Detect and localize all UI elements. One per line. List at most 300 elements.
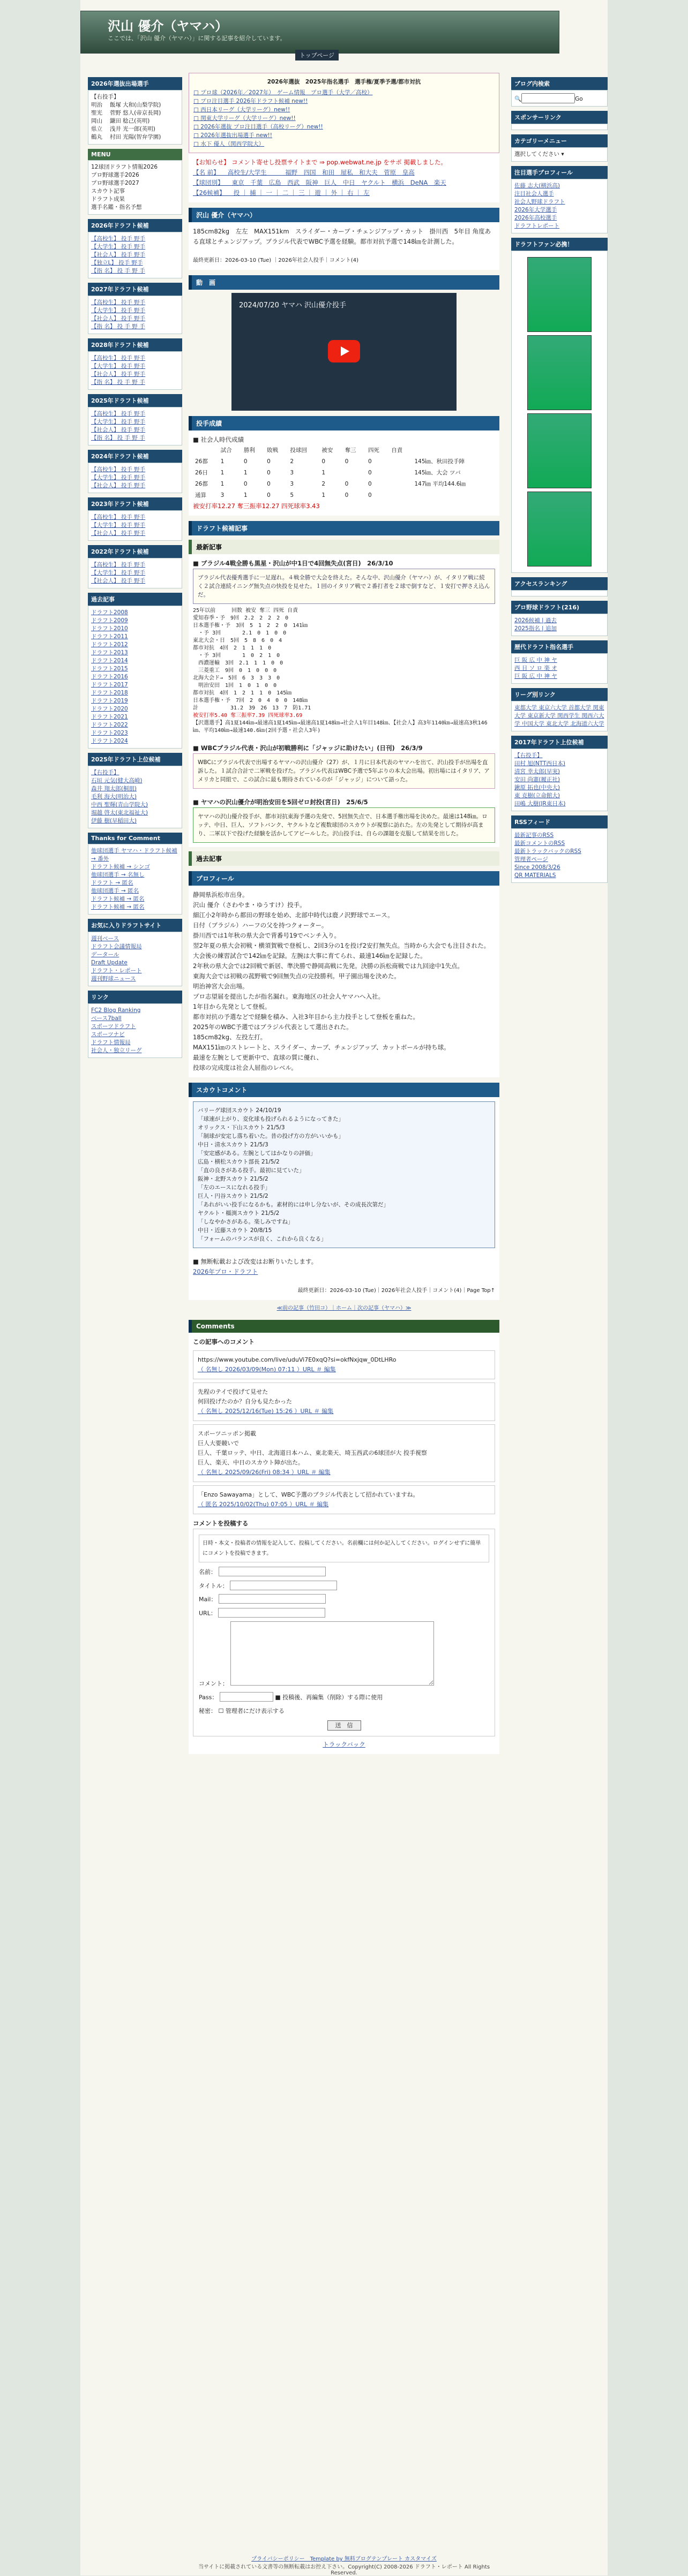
notice-item[interactable]: □ 2026年選抜 プロ注目選手（高校リーグ）new!! — [193, 124, 323, 130]
right-box-title: 2017年ドラフト上位候補 — [511, 736, 608, 749]
left-box-item[interactable]: ドラフト2015 — [91, 666, 128, 672]
nav-box — [189, 153, 499, 202]
left-box-item[interactable]: 12球団ドラフト情報2026 — [91, 164, 158, 170]
news2-box: WBCにブラジル代表で出場するヤマハの沢山優介（27）が、１月に日本代表のヤマハを出て、沢山投手が出場を直訴した。１試合合計で二軍戦を投げた。ブラジル代表はWBC予選で5年ぶりの本大会出場。初出場にはイタリア、アメリカと同組で、この試合に最も期待されているのが「ジャッジ」について語った。 — [193, 753, 495, 789]
left-box-item[interactable]: スポーツナビ — [91, 1031, 125, 1038]
left-box-item[interactable]: ドラフト会議情報局 — [91, 943, 142, 950]
left-box-item[interactable]: 聖光 菅野 悠人(帝京長岡) — [91, 110, 161, 116]
profile-line: 翌2年夏の県大会初戦・横須賀戦で登板し、2回3分の1を投げ2安打無失点。当時から大会でも注目された。 — [193, 942, 490, 949]
mail-input[interactable] — [219, 1594, 326, 1604]
profile-line: 1年目から先発として登板。 — [193, 1003, 271, 1010]
scout-line: 広島・横松スカウト部長 21/5/2 — [198, 1159, 280, 1165]
pass-note: ■ 投稿後、再編集（削除）する際に使用 — [275, 1694, 383, 1701]
left-box-item[interactable]: 【指 名】 投 手 野 手 — [91, 323, 145, 330]
left-box-item[interactable]: 伊藤 樹(早稲田大) — [91, 818, 137, 824]
left-box-item[interactable]: ドラフト2017 — [91, 682, 128, 688]
left-box-item[interactable]: スカウト記事 — [91, 188, 125, 194]
left-box — [88, 558, 182, 588]
record-cell: 1 — [243, 470, 248, 476]
right-box-item[interactable]: 東都大学 東京六大学 首都大学 関東大学 東京新大学 関西学生 関西六大学 中国大学 東北大学 北海道六大学 — [514, 705, 604, 727]
record-note: 被安打率12.27 奪三振率12.27 四死球率3.43 — [193, 502, 320, 510]
notice-item[interactable]: □ プロ球（2026年／2027年） ゲーム情報 プロ選手（大学／高校） — [193, 89, 373, 96]
record-header: 試合 — [220, 447, 232, 454]
left-box-item[interactable]: ドラフト候補 → 匿名 — [91, 904, 145, 910]
category-select[interactable]: 選択してください ▾ — [511, 147, 608, 162]
right-box-title: RSSフィード — [511, 815, 608, 828]
left-box — [88, 766, 182, 828]
left-box-item[interactable]: 【社会人】 投手 野手 — [91, 315, 146, 322]
comment-meta[interactable]: （ 匿名 2025/10/02(Thu) 07:05 ）URL ＃ 編集 — [198, 1501, 329, 1508]
profile-link[interactable]: 佐藤 志大(横浜高) — [514, 183, 560, 189]
ranking-title: アクセスランキング — [511, 577, 608, 590]
article-title: 沢山 優介（ヤマハ） — [189, 208, 499, 222]
left-box-item[interactable]: ドラフト候補 → シンゴ — [91, 864, 150, 870]
left-box-item[interactable]: ドラフト・レポート — [91, 968, 142, 974]
left-box-title: 2026年ドラフト候補 — [88, 219, 182, 232]
profile-link[interactable]: ドラフトレポート — [514, 223, 559, 229]
scout-line: 「左のエースになれる投手」 — [198, 1184, 271, 1191]
site-header — [80, 11, 559, 59]
url-input[interactable] — [218, 1608, 325, 1618]
left-box-item[interactable]: ドラフト2014 — [91, 658, 128, 664]
right-box-item[interactable]: 東 克樹(立命館大) — [514, 792, 560, 799]
scout-line: 「球速が上がり、変化球も投げられるようになってきた」 — [198, 1116, 344, 1122]
section-record: 投手成績 — [189, 416, 499, 430]
secret-checkbox[interactable]: ☐ — [218, 1707, 224, 1714]
comments-heading: Comments — [189, 1320, 499, 1333]
left-sidebar — [88, 73, 182, 1058]
left-box-item[interactable]: 【右投手】 — [91, 769, 119, 776]
book-image[interactable] — [527, 257, 592, 332]
label-pass: Pass： — [199, 1694, 218, 1701]
record-cell: 0 — [267, 492, 271, 498]
left-box-item[interactable]: 他球団選手 → 匿名 — [91, 888, 139, 894]
record-row — [193, 479, 495, 490]
site-footer — [189, 2554, 499, 2576]
record-cell: 1 — [220, 481, 225, 487]
profile-link[interactable]: 2026年大学選手 — [514, 207, 557, 213]
left-box-item[interactable]: 【社会人】 投手 野手 — [91, 427, 146, 433]
left-box-item[interactable]: 岡山 鎌田 稔己(英明) — [91, 118, 150, 124]
news3-title: ■ ヤマハの沢山優介が明治安田を5回ゼロ封投(宮日) 25/6/5 — [193, 798, 368, 806]
record-cell: 0 — [345, 458, 349, 465]
left-box-item[interactable]: ドラフト → 匿名 — [91, 880, 133, 886]
left-box-item[interactable]: ドラフト情報局 — [91, 1039, 131, 1046]
news3 — [189, 793, 499, 847]
left-box-item[interactable]: ドラフト2023 — [91, 730, 128, 736]
intro: 185cm82kg 左左 MAX151km スライダー・カーブ・チェンジアップ・カット 掛川西 5年目 角度ある直球とチェンジアップ。ブラジル代表でWBC予選を経験。都市対抗予選で148㎞を計測した。 — [189, 222, 499, 251]
left-box-item[interactable]: 【社会人】 投手 野手 — [91, 371, 146, 377]
left-box-title: 2026年選抜出場選手 — [88, 77, 182, 90]
stats-row: 西濃運輸 3回 2.1 1 1 0 0 — [193, 660, 283, 666]
record-cell: 147㎞ 平均144.6㎞ — [414, 481, 466, 487]
left-box-item[interactable]: 堀越 啓太(東北福祉大) — [91, 810, 148, 816]
profile-line: 都市対抗の予選などで経験を積み、入社3年目から主力投手として登板を重ねた。 — [193, 1013, 420, 1021]
profile-link[interactable]: 社会人野球ドラフト — [514, 199, 565, 205]
profile-line: 沢山 優介（さわやま・ゆうすけ）投手。 — [193, 901, 306, 909]
left-box — [88, 606, 182, 749]
right-box-title: 歴代ドラフト指名選手 — [511, 640, 608, 653]
left-box-item[interactable]: ドラフト2013 — [91, 649, 128, 656]
left-box-item[interactable]: 選手名鑑・指名予想 — [91, 204, 142, 210]
left-box-item[interactable]: ドラフト2021 — [91, 714, 128, 720]
stats-row: 日本選手権・予 3回 5 1 2 2 0 141㎞ — [193, 623, 308, 629]
left-box-item[interactable]: 【高校生】 投手 野手 — [91, 562, 146, 568]
record-cell: 26都 — [195, 481, 208, 487]
right-box-item[interactable]: 安田 尚憲(履正社) — [514, 776, 560, 783]
left-box-item[interactable]: 【指 名】 投 手 野 手 — [91, 435, 145, 441]
comment-text: https://www.youtube.com/live/uduVi7E0xqQ?si=okfNxjqw_0DtLHRo — [198, 1356, 397, 1363]
left-box-item[interactable]: 【高校生】 投手 野手 — [91, 299, 146, 306]
promo-text[interactable]: 【お知らせ】 コメント寄せし投票サイトまで ⇒ pop.webwat.ne.jp をサポ 掲載しました。 — [193, 158, 447, 166]
right-box-item[interactable]: 管理者ページ — [514, 856, 548, 863]
right-box-item[interactable]: 最新記事のRSS — [514, 832, 554, 838]
profile-link[interactable]: 注目社会人選手 — [514, 191, 554, 197]
scout-line: オリックス・下山スカウト 21/5/3 — [198, 1124, 285, 1131]
section-news: ドラフト候補記事 — [189, 521, 499, 535]
left-box-item[interactable]: 他球団選手 → 名無し — [91, 872, 145, 878]
notice-item[interactable]: □ プロ注目選手 2026年ドラフト候補 new!! — [193, 98, 308, 104]
left-box-item[interactable]: ドラフト候補 → 匿名 — [91, 896, 145, 902]
updated-meta: 最終更新日：2026-03-10 (Tue) ｜2026年社会人投手｜コメント(4) — [189, 251, 499, 270]
record-header: 投球回 — [290, 447, 307, 454]
play-icon[interactable] — [328, 340, 360, 362]
left-box-item[interactable]: 【大学生】 投手 野手 — [91, 522, 146, 528]
profile-line: 東海大会では初戦の菰野戦で9回無失点の完投勝利。甲子園出場を決めた。 — [193, 972, 400, 980]
video-title: 2024/07/20 ヤマハ 沢山優介投手 — [239, 301, 347, 309]
news2-title: ■ WBCブラジル代表・沢山が初戦勝利に「ジャッジに助けたい」(日刊) 26/3/9 — [193, 744, 423, 752]
left-box-title: 2025年ドラフト候補 — [88, 394, 182, 407]
record-cell — [413, 490, 496, 501]
left-box-title: 2024年ドラフト候補 — [88, 450, 182, 463]
record-row — [193, 467, 495, 479]
left-box-item[interactable]: 中西 聖輝(青山学院大) — [91, 802, 148, 808]
left-box-item[interactable]: ドラフト2011 — [91, 633, 128, 640]
stats-row: 東北大会・日 5回 5 8 6 0 4 — [193, 638, 282, 644]
record-cell: 3 — [220, 492, 225, 498]
left-box-item[interactable]: 毛利 海大(明治大) — [91, 794, 137, 800]
record-cell: 145㎞、秋田投手陣 — [414, 458, 465, 465]
left-box-item[interactable]: ドラフト2010 — [91, 625, 128, 632]
label-url: URL： — [199, 1610, 216, 1616]
profile-link[interactable]: 2026年高校選手 — [514, 215, 557, 221]
stats-table — [193, 607, 495, 735]
profile-line: 静岡県浜松市出身。 — [193, 891, 249, 898]
right-box — [511, 614, 608, 636]
left-box-item[interactable]: スポーツドラフト — [91, 1023, 136, 1030]
left-box-item[interactable]: ドラフト2019 — [91, 698, 128, 704]
record-cell: 0 — [243, 458, 248, 465]
record-header — [413, 445, 496, 456]
notice-item[interactable]: □ 2026年選抜出場選手 new!! — [193, 132, 272, 139]
video-player[interactable] — [231, 293, 457, 411]
ranking-box — [511, 590, 608, 596]
left-box — [88, 232, 182, 278]
left-box — [88, 1003, 182, 1058]
comment-meta[interactable]: （ 名無し 2025/09/26(Fri) 08:34 ）URL ＃ 編集 — [198, 1469, 331, 1476]
scout-line: 中日・清水スカウト 21/5/3 — [198, 1142, 268, 1148]
related-link[interactable]: 2026年プロ・ドラフト — [193, 1268, 258, 1275]
profile-line: MAX151㎞のストレートと、スライダー、カーブ、チェンジアップ、カットボールが持ち球。 — [193, 1044, 450, 1051]
right-box-item[interactable]: 巨 阪 広 中 神 ヤ — [514, 657, 557, 663]
right-box-item[interactable]: 最新トラックバックのRSS — [514, 848, 581, 855]
form-note: 日時・本文・投稿者の情報を記入して、投稿してください。名前欄には何か記入してください。ログインせずに簡単にコメントを投稿できます。 — [199, 1535, 489, 1562]
profile-line: 大会後の練習試合で142㎞を記録。左腕は大事に育てられ、最速146㎞を記録した。 — [193, 952, 427, 960]
submit-button[interactable]: 送 信 — [327, 1720, 361, 1731]
record-cell: 0 — [267, 481, 271, 487]
left-box-item[interactable]: 【大学生】 投手 野手 — [91, 244, 146, 250]
comment-text: 巨人、楽天、中日のスカウト陣が出た。 — [198, 1459, 304, 1466]
record-cell: 0 — [345, 481, 349, 487]
left-box-title: 2027年ドラフト候補 — [88, 283, 182, 296]
left-box — [88, 160, 182, 215]
search-title: ブログ内検索 — [511, 77, 608, 90]
left-box-item[interactable]: 社会人・独立リーグ — [91, 1047, 142, 1054]
record-cell: 3 — [290, 470, 294, 476]
profile-title: 注目選手プロフィール — [511, 166, 608, 179]
right-box-item[interactable]: 鍬原 拓也(中央大) — [514, 784, 560, 791]
record-cell — [389, 479, 412, 490]
left-box-item[interactable]: ドラフト成果 — [91, 196, 125, 202]
notice-item[interactable]: □ 西日本リーグ（大学リーグ）new!! — [193, 107, 290, 113]
left-box-item[interactable]: 明治 飯塚 大和(山梨学院) — [91, 102, 161, 108]
title-input[interactable] — [230, 1581, 337, 1590]
left-box — [88, 510, 182, 541]
left-box-item[interactable]: 【指 名】 投 手 野 手 — [91, 268, 145, 274]
notice-item[interactable]: □ 水下 優人（関西学院大） — [193, 141, 265, 147]
stats-row: 計 31.2 39 26 13 7 防1.71 — [193, 705, 311, 711]
left-box-item[interactable]: 【右投手】 — [91, 94, 119, 100]
left-box-item[interactable]: 週刊野球ニュース — [91, 976, 136, 982]
record-cell: 2 — [321, 481, 326, 487]
left-box-title: 過去記事 — [88, 593, 182, 606]
right-sidebar — [511, 73, 608, 883]
top-page-link[interactable]: トップページ — [295, 50, 339, 61]
book-title: ドラフトファン必携！ — [511, 238, 608, 251]
record-box — [189, 430, 499, 516]
left-box-item[interactable]: 【大学生】 投手 野手 — [91, 570, 146, 576]
pass-input[interactable] — [220, 1692, 273, 1702]
left-box-item[interactable]: 【社会人】 投手 野手 — [91, 530, 146, 537]
record-cell: 0 — [368, 458, 372, 465]
left-box-item[interactable]: プロ野球選手2027 — [91, 180, 139, 186]
left-box-item[interactable]: 鶴丸 村田 光陽(智弁学園) — [91, 134, 161, 140]
stats-footer: 【沢選選手】高1夏144㎞→最速高1夏145㎞→最速高1夏148㎞→社会人1年目148㎞、【社会人】高3年1140㎞→最速高3秋146㎞、平均140㎞→最速140.6㎞(2回予選・社会人3年) — [193, 720, 488, 734]
left-box-title: Thanks for Comment — [88, 833, 182, 844]
search-input[interactable] — [521, 93, 575, 103]
record-cell — [389, 490, 412, 501]
left-box-title: リンク — [88, 991, 182, 1003]
search-box — [511, 90, 608, 107]
trackback-link[interactable]: トラックバック — [323, 1740, 365, 1748]
left-box-item[interactable]: プロ野球選手2026 — [91, 172, 139, 178]
right-box-item[interactable]: 清宮 幸太郎(早実) — [514, 768, 560, 775]
left-box-item[interactable]: ドラフト2009 — [91, 617, 128, 624]
record-cell: 0 — [267, 458, 271, 465]
record-header: 四死 — [368, 447, 379, 454]
left-box-item[interactable]: 【高校生】 投手 野手 — [91, 411, 146, 417]
comment-meta[interactable]: （ 名無し 2025/12/16(Tue) 15:26 ）URL ＃ 編集 — [198, 1408, 334, 1415]
left-box-item[interactable]: ドラフト2020 — [91, 706, 128, 712]
news1-box: ブラジル代表優秀選手に一足遅れ。４戦全勝で大会を終えた。そんな中、沢山優介（ヤマハ）が、イタリア戦に続く２試合連続イニング無失点の快投を見せた。１回のイタリア戦で２番打者を２球で倒すなど、１安打で押さえ込んだ。 — [193, 569, 495, 604]
record-subtitle: ■ 社会人時代成績 — [193, 436, 244, 443]
right-box-item[interactable]: 田嶋 大樹(JR東日本) — [514, 800, 566, 807]
left-box-item[interactable]: 【大学生】 投手 野手 — [91, 474, 146, 481]
scout-line: バリーグ球団スカウト 24/10/19 — [198, 1107, 281, 1114]
left-box-item[interactable]: ベース7ball — [91, 1015, 122, 1022]
related-note: ■ 無断転載および改変はお断りいたします。 — [193, 1258, 318, 1265]
profile-line: 2年秋の県大会では2回戦で新居、準決勝で静岡高戦に先発。決勝の浜松商戦では九回途中1失点。 — [193, 962, 463, 970]
record-cell: 0 — [321, 458, 326, 465]
left-box-item[interactable]: 石垣 元気(健大高崎) — [91, 777, 143, 784]
comment-text: 巨人、千葉ロッテ、中日、北海道日本ハム、東北楽天、埼玉西武の6球団が大 投手視察 — [198, 1449, 427, 1456]
stats-row: 三菱重工 9回 0 1 0 0 0 — [193, 668, 277, 674]
scout-box — [193, 1101, 495, 1248]
comments-subhead: この記事へのコメント — [193, 1338, 255, 1346]
footer-meta: 最終更新日：2026-03-10 (Tue)｜2026年社会人投手｜コメント(4)｜Page Top↑ — [189, 1281, 499, 1300]
left-box-item[interactable]: ドラフト2008 — [91, 609, 128, 616]
record-cell: 5 — [290, 492, 294, 498]
left-box-item[interactable]: 【大学生】 投手 野手 — [91, 363, 146, 369]
category-title: カテゴリーメニュー — [511, 134, 608, 147]
name-input[interactable] — [219, 1567, 326, 1576]
right-box-item[interactable]: 【右投手】 — [514, 752, 543, 759]
left-box-item[interactable]: 【指 名】 投 手 野 手 — [91, 379, 145, 386]
left-box — [88, 351, 182, 390]
stats-row: 都市対抗 4回 1 2 1 1 0 145㎞ — [193, 690, 292, 696]
left-box-item[interactable]: 【高校生】 投手 野手 — [91, 466, 146, 473]
nav-names[interactable]: 【名 前】 高校生/大学生 福野 四国 和田 屋私 和大夫 菅原 皇高 — [193, 169, 415, 176]
stats-row: ・予 3回 1 0 2 1 0 — [193, 653, 280, 659]
form-heading: コメントを投稿する — [193, 1520, 249, 1527]
section-past: 過去記事 — [189, 851, 499, 866]
record-cell: 0 — [368, 492, 372, 498]
scout-line: ヤクルト・橿渕スカウト 21/5/2 — [198, 1210, 280, 1217]
left-box-item[interactable]: 【高校生】 投手 野手 — [91, 236, 146, 242]
right-box-item[interactable]: QR MATERIALS — [514, 872, 556, 879]
pager[interactable]: ≪前の記事（竹田コ）｜ホーム｜次の記事（ヤマハ）≫ — [276, 1305, 412, 1311]
copyright: 当サイトに掲載されている文書等の無断転載はお控え下さい。Copyright(C) 2008-2026 ドラフト・レポート All Rights Reserved. — [198, 2564, 490, 2576]
comment-text: 先程のテイで投げて見せた — [198, 1388, 268, 1395]
profile-line: 185cm82kg、左投左打。 — [193, 1033, 267, 1041]
profile-line: 投球の完成度は社会人屈指のレベル。 — [193, 1064, 297, 1071]
notice-title[interactable]: 2026年選抜 2025年指名選手 選手権/夏季予選/都市対抗 — [267, 79, 421, 85]
footer-links[interactable]: プライバシーポリシー Template by 無料ブログテンプレート カスタマイズ — [251, 2556, 437, 2562]
left-box-item[interactable]: ドラフト2012 — [91, 641, 128, 648]
section-latest: 最新記事 — [189, 540, 499, 554]
nav-teams[interactable]: 【球団別】 東京 千葉 広島 西武 阪神 巨人 中日 ヤクルト 横浜 DeNA 楽天 — [193, 179, 446, 186]
left-box-item[interactable]: 【社会人】 投手 野手 — [91, 578, 146, 584]
right-box-item[interactable]: 巨 阪 広 中 神 ヤ — [514, 673, 557, 679]
comments-section — [189, 1333, 499, 1754]
sponsor-title: スポンサーリンク — [511, 111, 608, 124]
left-box-item[interactable]: 週刊ベース — [91, 935, 119, 942]
right-box-item[interactable]: 2026候補 | 過去 — [514, 617, 557, 624]
book-image[interactable] — [527, 335, 592, 410]
left-box — [88, 296, 182, 334]
section-scout: スカウトコメント — [189, 1083, 499, 1097]
left-box-item[interactable]: 【社会人】 投手 野手 — [91, 252, 146, 258]
left-box-item[interactable]: ドラフト2024 — [91, 738, 128, 744]
search-button[interactable]: Go — [575, 96, 583, 102]
left-box-item[interactable]: ドラフト2022 — [91, 722, 128, 728]
record-cell: 0 — [267, 470, 271, 476]
right-box-item[interactable]: 西 日 ソ ロ 楽 オ — [514, 665, 557, 671]
record-table — [193, 445, 495, 501]
comment — [193, 1424, 495, 1482]
record-header: 敗戦 — [267, 447, 279, 454]
search-icon: 🔍 — [514, 96, 522, 102]
book-image[interactable] — [527, 413, 592, 488]
right-box-item[interactable]: 2025指名 | 追加 — [514, 625, 557, 632]
right-box-title: リーグ別リンク — [511, 688, 608, 701]
notice-item[interactable]: □ 関東大学リーグ（大学リーグ）new!! — [193, 115, 296, 122]
left-box-item[interactable]: 森井 翔太郎(桐朋) — [91, 785, 137, 792]
right-box-title: プロ野球ドラフト(216) — [511, 601, 608, 614]
comment-textarea[interactable] — [230, 1621, 434, 1686]
stats-row: 都市対抗 4回 2 1 1 1 0 — [193, 645, 272, 651]
left-box-title: 2028年ドラフト候補 — [88, 338, 182, 351]
left-box-item[interactable]: ドラフト2018 — [91, 690, 128, 696]
left-box-item[interactable]: Draft Update — [91, 960, 128, 966]
section-profile: プロフィール — [189, 871, 499, 886]
site-title[interactable]: 沢山 優介（ヤマハ） — [108, 18, 228, 34]
related — [189, 1252, 499, 1281]
nav-positions[interactable]: 【26候補】 投 ｜ 捕 ｜ 一 ｜ 二 ｜ 三 ｜ 遊 ｜ 外 ｜ 右 ｜ 左 — [193, 189, 370, 197]
book-box — [511, 251, 608, 573]
remember-label: 管理者にだけ表示する — [225, 1707, 285, 1714]
right-box-item[interactable]: Since 2008/3/26 — [514, 864, 560, 871]
left-box-item[interactable]: 【高校生】 投手 野手 — [91, 355, 146, 361]
left-box-item[interactable]: 【高校生】 投手 野手 — [91, 514, 146, 520]
left-box-item[interactable]: 【大学生】 投手 野手 — [91, 419, 146, 425]
left-box-item[interactable]: 【大学生】 投手 野手 — [91, 307, 146, 314]
stats-head: 25年以前 回数 被安 奪三 四死 自責 — [193, 608, 298, 614]
record-header — [193, 445, 219, 456]
left-box-item[interactable]: 他球団選手 ヤマハ・ドラフト候補 → 番外 — [91, 848, 177, 862]
left-box-item[interactable]: データール — [91, 951, 119, 958]
site-subtitle: ここでは、「沢山 優介（ヤマハ）」に関する記事を紹介しています。 — [108, 35, 286, 42]
right-box — [511, 828, 608, 883]
notice-box — [189, 73, 499, 153]
scout-line: 「しなやかさがある。楽しみですね」 — [198, 1219, 294, 1225]
stats-row: ・予 3回 2.1 0 1 0 0 — [193, 630, 287, 636]
right-box-item[interactable]: 田村 旭(NTT西日本) — [514, 760, 566, 767]
book-image[interactable] — [527, 492, 592, 566]
stats-note: 被安打率5.40 奪三振率7.39 四死球率3.69 — [193, 713, 303, 719]
left-box-item[interactable]: 【社会人】 投手 野手 — [91, 482, 146, 489]
left-box-title: お気に入りドラフトサイト — [88, 919, 182, 932]
comment-meta[interactable]: （ 名無し 2026/03/09(Mon) 07:11 ）URL ＃ 編集 — [198, 1366, 336, 1373]
right-box-item[interactable]: 最新コメントのRSS — [514, 840, 565, 847]
comment-text: 何回投げたのか？自分も見たかった — [198, 1398, 292, 1405]
record-cell: 0 — [368, 481, 372, 487]
left-box-item[interactable]: ドラフト2016 — [91, 674, 128, 680]
left-box-item[interactable]: 【独立L】 投手 野手 — [91, 260, 143, 266]
news3-box: ヤマハの沢山優介投手が、都市対抗東海予選の先発で、5回無失点で、日本選手権出場を決めた。最速は148㎞。ロッテ、中日、巨人、ソフトバンク、ヤクルトなど複数球団のスカウトが視察に訪れた。左の先発として期待が高まり、二軍以下で投げた経験を活かしてアピールした。沢山投手は、自らの課題を克服して結果を出した。 — [193, 807, 495, 843]
right-box — [511, 701, 608, 731]
comment — [193, 1350, 495, 1379]
left-box-item[interactable]: 県立 浅井 光一郎(英明) — [91, 126, 155, 132]
left-box-item[interactable]: FC2 Blog Ranking — [91, 1007, 141, 1014]
comment — [193, 1383, 495, 1421]
record-cell: 0 — [368, 470, 372, 476]
profile-line: 細江小2年時から都田の野球を始め、北部中時代は鹿ノ沢野球でエース。 — [193, 911, 394, 919]
record-header: 被安 — [321, 447, 333, 454]
stats-row: 愛知春季・予 9回 2.2 2 2 2 0 — [193, 615, 289, 621]
scout-line: 「フォームのバランスが良く、これから良くなる」 — [198, 1236, 327, 1242]
comment-text: スポーツニッポン掲載 — [198, 1430, 256, 1437]
